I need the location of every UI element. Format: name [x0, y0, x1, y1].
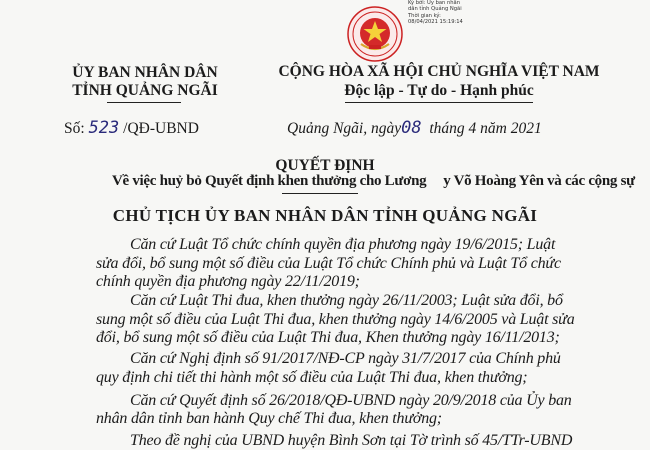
number-suffix: /QĐ-UBND: [123, 120, 199, 137]
date-rest: tháng 4 năm 2021: [429, 120, 542, 137]
subject-underline: [282, 193, 358, 194]
signature-line: 08/04/2021 15:19:14: [408, 18, 463, 25]
document-number: [64, 118, 199, 138]
national-emblem-seal: [347, 6, 403, 62]
number-prefix: Số:: [64, 120, 85, 137]
paragraph-line: Căn cứ Luật Thi đua, khen thưởng ngày 26/11/2003; Luật sửa đổi, bổ: [130, 292, 563, 309]
paragraph-line: sửa đổi, bổ sung một số điều của Luật Tổ chức Chính phủ và Luật Tổ chức: [96, 255, 561, 272]
date-place: Quảng Ngãi, ngày: [287, 120, 402, 137]
handwritten-number: 523: [88, 118, 120, 138]
paragraph-line: Theo đề nghị của UBND huyện Bình Sơn tại Tờ trình số 45/TTr-UBND: [130, 432, 573, 449]
agency-name-line1: ỦY BAN NHÂN DÂN: [72, 64, 218, 81]
country-name: CỘNG HÒA XÃ HỘI CHỦ NGHĨA VIỆT NAM: [278, 63, 600, 80]
handwritten-day: 08: [401, 118, 422, 138]
paragraph-line: quy định chi tiết thi hành một số điều của Luật Thi đua, khen thưởng;: [96, 369, 528, 386]
agency-name-line2: TỈNH QUẢNG NGÃI: [72, 82, 218, 99]
document-subject: [112, 173, 635, 190]
paragraph-line: chính quyền địa phương ngày 22/11/2019;: [96, 273, 360, 290]
national-motto: Độc lập - Tự do - Hạnh phúc: [344, 82, 534, 99]
issue-date: [287, 118, 542, 138]
paragraph-line: sung một số điều của Luật Thi đua, khen thưởng ngày 14/6/2005 và Luật sửa: [96, 311, 575, 328]
document-type-heading: QUYẾT ĐỊNH: [275, 157, 375, 174]
paragraph-line: Căn cứ Nghị định số 91/2017/NĐ-CP ngày 31/7/2017 của Chính phủ: [130, 350, 561, 367]
issuer-heading: CHỦ TỊCH ỦY BAN NHÂN DÂN TỈNH QUẢNG NGÃI: [112, 206, 538, 225]
agency-underline: [107, 102, 181, 103]
paragraph-line: Căn cứ Quyết định số 26/2018/QĐ-UBND ngày 20/9/2018 của Ủy ban: [130, 392, 572, 409]
paragraph-line: đổi, bổ sung một số điều của Luật Thi đua, Khen thưởng ngày 16/11/2013;: [96, 329, 560, 346]
subject-text-rest: y Võ Hoàng Yên và các cộng sự: [443, 173, 635, 189]
motto-underline: [345, 102, 533, 103]
paragraph-line: Căn cứ Luật Tổ chức chính quyền địa phương ngày 19/6/2015; Luật: [130, 236, 556, 253]
signature-line: dân tỉnh Quảng Ngãi: [408, 6, 462, 13]
paragraph-line: nhân dân tỉnh ban hành Quy chế Thi đua, khen thưởng;: [96, 410, 442, 427]
subject-text: Về việc huỷ bỏ Quyết định khen thưởng cho Lương: [112, 173, 427, 189]
digital-signature-info: [408, 0, 478, 25]
signature-line: Thời gian ký:: [408, 12, 441, 19]
signature-line: Ký bởi: Ủy ban nhân: [408, 0, 461, 6]
